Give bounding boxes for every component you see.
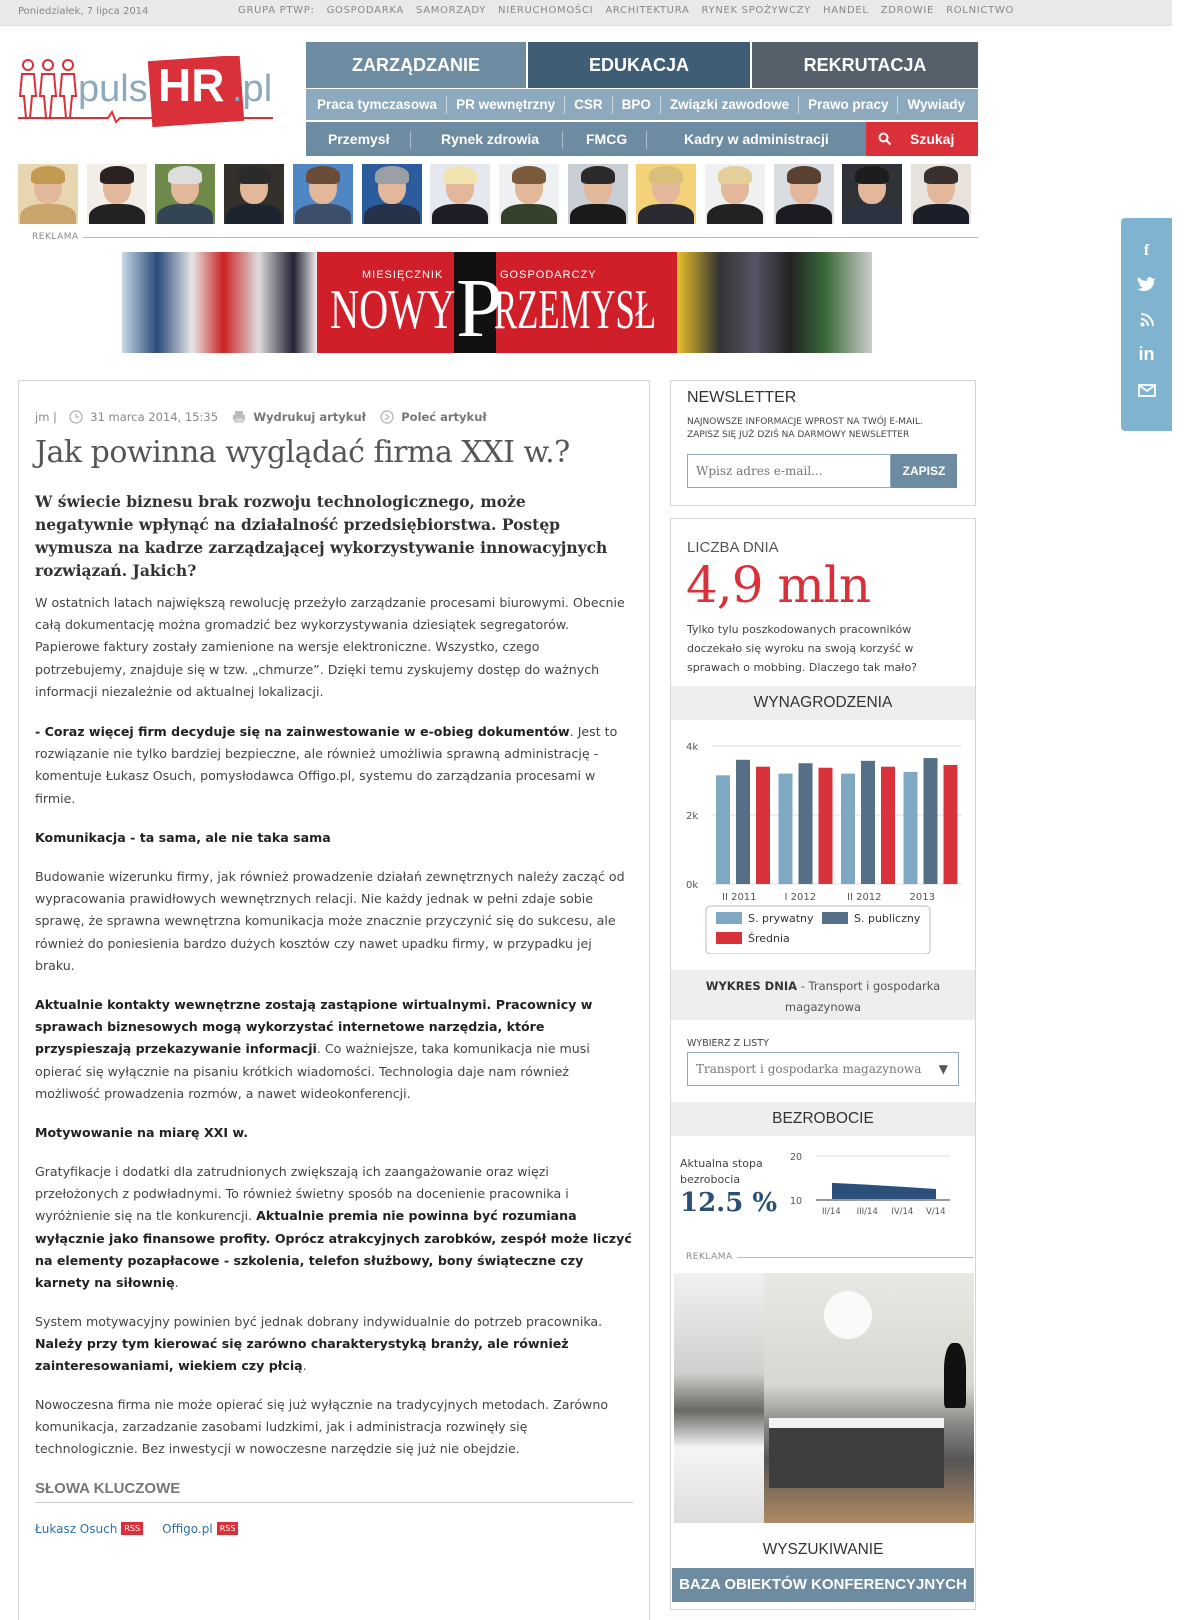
salary-bar (904, 772, 918, 884)
article-lead: W świecie biznesu brak rozwoju technologicznego, może negatywnie wpłynąć na działalność przedsiębiorstwa. Postęp wymusza na kadrze zarządzającej wykorzystywanie innowacyjnych rozwiązań. Jakich? (35, 492, 608, 580)
banner-covers-left (122, 252, 317, 353)
banner-title-left: NOWY (330, 279, 456, 341)
wynagrodzenia-chart (672, 726, 972, 954)
expert-photo[interactable] (155, 164, 215, 224)
facebook-icon[interactable]: f (1143, 242, 1150, 259)
conference-database-button[interactable]: BAZA OBIEKTÓW KONFERENCYJNYCH (672, 1568, 974, 1602)
paragraph-bold: Aktualnie premia nie powinna być rozumiana wyłącznie jako finansowe profity. Oprócz atrakcyjnych zarobków, zespół może liczyć na elementy pozapłacowe - szkolenia, telefon służbowy, bony świąteczne czy karnety na siłownię (35, 1208, 632, 1291)
logo-text-pl: .pl (232, 68, 273, 110)
legend-label: S. publiczny (854, 912, 921, 925)
group-link-rynek-spozywczy[interactable]: RYNEK SPOŻYWCZY (701, 5, 811, 16)
nav-rynek-zdrowia[interactable]: Rynek zdrowia (441, 131, 540, 147)
dropdown-arrow-icon: ▼ (938, 1062, 948, 1076)
salary-bar (756, 767, 770, 884)
ad-kitchen-panel (674, 1273, 764, 1523)
expert-photo[interactable] (705, 164, 765, 224)
group-link-handel[interactable]: HANDEL (823, 5, 869, 16)
article-date: 31 marca 2014, 15:35 (90, 410, 219, 424)
newsletter-subscribe-button[interactable]: ZAPISZ (891, 454, 957, 488)
nav-kadry-w-administracji[interactable]: Kadry w administracji (684, 131, 829, 147)
secondary-nav (306, 89, 978, 120)
nav-zwiazki-zawodowe[interactable]: Związki zawodowe (661, 96, 799, 114)
recommend-arrow-icon (380, 410, 394, 424)
liczba-dnia-title: LICZBA DNIA (687, 539, 779, 556)
salary-bar (819, 768, 833, 884)
legend-swatch-s-prywatny (716, 912, 742, 924)
nav-zarzadzanie[interactable]: ZARZĄDZANIE (306, 42, 526, 88)
x-tick-label: IV/14 (891, 1207, 914, 1217)
social-share-bar (1121, 218, 1172, 431)
y-tick-label: 2k (686, 811, 699, 822)
article-paragraph (35, 994, 633, 1105)
bezrobocie-title: BEZROBOCIE (772, 1110, 874, 1127)
nav-rekrutacja[interactable]: REKRUTACJA (752, 42, 978, 88)
banner-subtitle-left: MIESIĘCZNIK (362, 269, 444, 281)
nav-przemysl[interactable]: Przemysł (328, 131, 390, 147)
x-tick-label: II/14 (822, 1207, 841, 1217)
nav-bpo[interactable]: BPO (613, 96, 661, 114)
nav-pr-wewnetrzny[interactable]: PR wewnętrzny (447, 96, 565, 114)
bezrobocie-value: 12.5 % (680, 1188, 778, 1218)
article-paragraph (35, 1311, 633, 1378)
wynagrodzenia-header (671, 686, 975, 720)
paragraph-text: . (174, 1275, 179, 1291)
expert-photo[interactable] (911, 164, 971, 224)
expert-photo[interactable] (636, 164, 696, 224)
article-paragraph (35, 1161, 633, 1294)
banner-ad-nowy-przemysl[interactable] (122, 252, 872, 353)
legend-swatch-s-publiczny (822, 912, 848, 924)
group-link-rolnictwo[interactable]: ROLNICTWO (946, 5, 1015, 16)
nav-wywiady[interactable]: Wywiady (907, 97, 965, 112)
banner-subtitle-right: GOSPODARCZY (500, 269, 597, 281)
paragraph-text: System motywacyjny powinien być jednak dobrany indywidualnie do potrzeb pracownika. (35, 1314, 603, 1329)
expert-photo[interactable] (430, 164, 490, 224)
x-tick-label: 2013 (909, 892, 935, 903)
article-paragraph: Budowanie wizerunku firmy, jak również prowadzenie działań zewnętrznych należy zacząć od wypracowania prawidłowych wewnętrznych relacji. Nie każdy jednak w pełni zdaje sobie sprawę, że sprawna wewnętrzna komunikacja może znacznie przyczynić się do sukcesu, ale również do poniesienia bardzo dużych kosztów czy nawet upadku firmy, w przypadku jej braku. (35, 869, 625, 973)
newsletter-desc-2: ZAPISZ SIĘ JUŻ DZIŚ NA DARMOWY NEWSLETTER (687, 430, 910, 440)
x-tick-label: II 2011 (722, 892, 757, 903)
wykres-dnia-text: - Transport i gospodarka magazynowa (784, 979, 941, 1014)
nav-prawo-pracy[interactable]: Prawo pracy (799, 96, 898, 114)
clock-icon (69, 410, 83, 424)
email-icon[interactable] (1121, 382, 1172, 401)
x-tick-label: V/14 (926, 1207, 946, 1217)
bezrobocie-chart (790, 1146, 960, 1226)
linkedin-icon[interactable]: in (1138, 344, 1155, 364)
nav-csr[interactable]: CSR (565, 96, 613, 114)
group-link-zdrowie[interactable]: ZDROWIE (880, 5, 935, 16)
newsletter-desc-1: NAJNOWSZE INFORMACJE WPROST NA TWÓJ E-MAIL. (687, 417, 923, 427)
tertiary-nav (306, 122, 866, 156)
paragraph-text: . Jest to rozwiązanie nie tylko bardziej bezpieczne, ale również umożliwia sprawną administrację - komentuje Łukasz Osuch, pomysłodawca Offigo.pl, systemu do zarządzania procesami w firmie. (35, 724, 618, 806)
logo-text-puls: puls (78, 68, 148, 110)
nav-separator (646, 131, 647, 149)
current-date: Poniedziałek, 7 lipca 2014 (18, 6, 149, 17)
salary-bar (924, 758, 938, 884)
x-tick-label: III/14 (856, 1207, 878, 1217)
expert-photo[interactable] (362, 164, 422, 224)
paragraph-text: . (302, 1358, 307, 1374)
print-icon (232, 410, 246, 423)
expert-photo[interactable] (87, 164, 147, 224)
banner-title-p: P (456, 262, 503, 353)
rss-badge[interactable]: RSS (217, 1522, 239, 1535)
legend-label: Średnia (748, 932, 790, 945)
site-logo[interactable] (18, 56, 280, 134)
expert-photo[interactable] (568, 164, 628, 224)
paragraph-bold: Aktualnie kontakty wewnętrzne zostają zastąpione wirtualnymi. Pracownicy w sprawach biznesowych mogą wykorzystać internetowe narzędzia, które przyspieszają przekazywanie informacji (35, 997, 593, 1057)
keywords-title: SŁOWA KLUCZOWE (35, 1480, 181, 1497)
article-paragraph: Nowoczesna firma nie może opierać się już wyłącznie na tradycyjnych metodach. Zarówno komunikacja, zarzadzanie zasobami ludzkimi, jak i administracja rozwinęły się technologicznie. Bez inwestycji w nowoczesne narzędzie się już nie obejdzie. (35, 1397, 609, 1457)
x-tick-label: II 2012 (847, 892, 882, 903)
salary-bar (779, 774, 793, 884)
y-tick-label: 0k (686, 880, 699, 891)
group-link-nieruchomosci[interactable]: NIERUCHOMOŚCI (498, 5, 594, 16)
banner-title-right: RZEMYSŁ (494, 279, 657, 341)
group-links (238, 5, 1026, 16)
liczba-dnia-value: 4,9 mln (686, 556, 871, 614)
expert-photo[interactable] (18, 164, 78, 224)
ad-divider (18, 237, 978, 238)
liczba-dnia-desc: Tylko tylu poszkodowanych pracowników doczekało się wyroku na swoją korzyść w sprawach o mobbing. Dlaczego tak mało? (687, 623, 918, 674)
keywords-list (35, 1518, 238, 1537)
ad-label: REKLAMA (18, 232, 83, 242)
group-link-gospodarka[interactable]: GOSPODARKA (326, 5, 404, 16)
ad-label: REKLAMA (672, 1252, 737, 1262)
wykres-dnia-box (671, 970, 975, 1020)
newsletter-box (670, 380, 976, 506)
interior-ad-image[interactable] (674, 1273, 974, 1523)
industry-select[interactable] (687, 1052, 959, 1086)
ad-floor-lamp (944, 1343, 966, 1408)
group-link-architektura[interactable]: ARCHITEKTURA (605, 5, 690, 16)
salary-bar (944, 765, 958, 884)
top-bar (0, 0, 1172, 26)
article-meta (35, 410, 595, 424)
y-tick-label: 4k (686, 742, 699, 753)
nav-separator (562, 131, 563, 149)
search-button[interactable] (866, 122, 978, 156)
article-paragraph (35, 721, 633, 810)
print-article-link[interactable]: Wydrukuj artykuł (253, 410, 366, 424)
rss-icon[interactable] (1121, 312, 1172, 331)
wyszukiwanie-header (671, 1531, 975, 1565)
keyword-link[interactable]: Łukasz Osuch (35, 1522, 118, 1536)
y-tick-label: 10 (790, 1196, 803, 1207)
legend-swatch-srednia (716, 932, 742, 944)
keywords-divider (35, 1502, 633, 1503)
salary-bar (861, 761, 875, 884)
nav-praca-tymczasowa[interactable]: Praca tymczasowa (306, 96, 447, 114)
newsletter-email-input[interactable] (687, 454, 891, 488)
logo-text-hr: HR (158, 59, 225, 111)
search-icon (878, 132, 892, 146)
legend-label: S. prywatny (748, 912, 814, 925)
expert-photo[interactable] (499, 164, 559, 224)
industry-select-value: Transport i gospodarka magazynowa (696, 1062, 922, 1076)
ad-bed (769, 1418, 944, 1488)
banner-covers-right (677, 252, 872, 353)
article-subheading: Motywowanie na miarę XXI w. (35, 1125, 249, 1140)
article-title: Jak powinna wyglądać firma XXI w.? (35, 435, 570, 470)
article-paragraph: W ostatnich latach największą rewolucję przeżyło zarządzanie procesami biurowymi. Obecnie całą dokumentację można gromadzić bez wykorzystywania dziesiątek segregatorów. Papierowe faktury zostały zamienione na wersje elektroniczne. Wszystko, czego potrzebujemy, znajduje się w tzw. „chmurze”. Dzięki temu zyskujemy dostęp do ważnych informacji niezależnie od aktualnej lokalizacji. (35, 595, 625, 699)
unemployment-area (832, 1183, 936, 1200)
group-link-samorzady[interactable]: SAMORZĄDY (415, 5, 487, 16)
paragraph-bold: Należy przy tym kierować się zarówno charakterystyką branży, ale również zainteresowaniami, wiekiem czy płcią (35, 1336, 569, 1374)
keyword-link[interactable]: Offigo.pl (162, 1522, 213, 1536)
expert-photo[interactable] (224, 164, 284, 224)
bezrobocie-label: Aktualna stopa bezrobocia (680, 1157, 763, 1186)
salary-bar (736, 760, 750, 884)
rss-badge[interactable]: RSS (121, 1522, 143, 1535)
paragraph-bold: - Coraz więcej firm decyduje się na zainwestowanie w e-obieg dokumentów (35, 724, 570, 739)
y-tick-label: 20 (790, 1152, 803, 1163)
group-label: GRUPA PTWP: (238, 5, 315, 16)
recommend-article-link[interactable]: Poleć artykuł (401, 410, 487, 424)
nav-fmcg[interactable]: FMCG (586, 131, 628, 147)
article-subheading: Komunikacja - ta sama, ale nie taka sama (35, 830, 331, 845)
expert-photo[interactable] (774, 164, 834, 224)
paragraph-text: Gratyfikacje i dodatki dla zatrudnionych zwiększają ich zaangażowanie oraz więzi przełożonych z podwładnymi. To również świetny sposób na docenienie pracownika i wyróżnienie się na tle konkurencji. (35, 1164, 569, 1224)
expert-photo[interactable] (842, 164, 902, 224)
salary-bar (799, 763, 813, 884)
wynagrodzenia-title: WYNAGRODZENIA (753, 694, 893, 711)
select-label: WYBIERZ Z LISTY (687, 1038, 769, 1049)
paragraph-text: . Co ważniejsze, taka komunikacja nie musi opierać się wyłącznie na pisaniu krótkich wiadomości. Technologia daje nam również możliwość prowadzenia rozmów, a nawet wideokonferencji. (35, 1041, 590, 1101)
ad-lamp (824, 1291, 872, 1339)
article-author: jm | (35, 410, 57, 424)
newsletter-title: NEWSLETTER (687, 389, 797, 406)
wyszukiwanie-title: WYSZUKIWANIE (762, 1541, 884, 1558)
salary-bar (841, 774, 855, 884)
x-tick-label: I 2012 (784, 892, 817, 903)
nav-edukacja[interactable]: EDUKACJA (528, 42, 750, 88)
salary-bar (881, 767, 895, 884)
salary-bar (716, 775, 730, 884)
nav-separator (410, 131, 411, 149)
search-label: Szukaj (910, 131, 955, 147)
twitter-icon[interactable] (1121, 276, 1172, 296)
expert-photo[interactable] (293, 164, 353, 224)
wykres-dnia-label: WYKRES DNIA (705, 979, 798, 993)
bezrobocie-header (671, 1102, 975, 1136)
